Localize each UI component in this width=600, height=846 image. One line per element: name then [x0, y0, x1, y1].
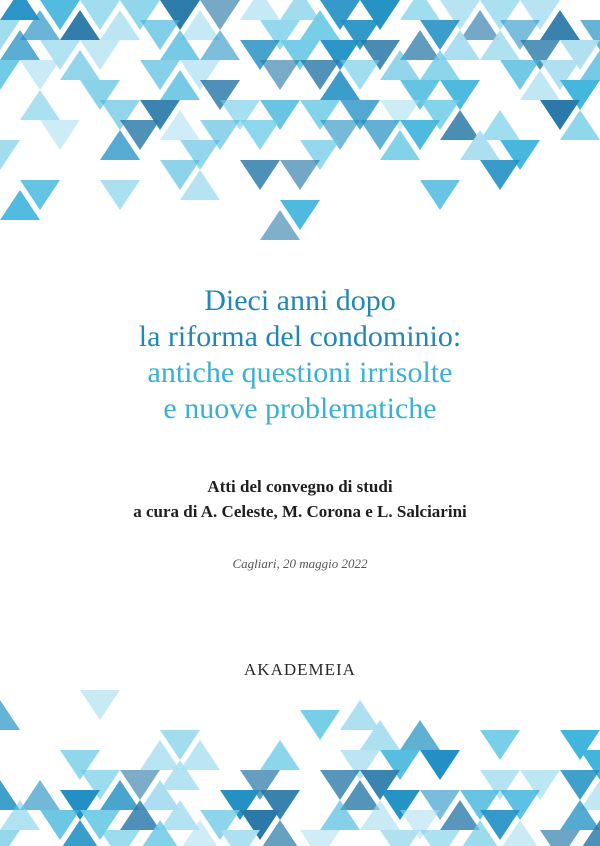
top-triangle-pattern-icon — [0, 0, 600, 250]
info-line-1: Atti del convegno di studi — [207, 477, 393, 496]
event-date: Cagliari, 20 maggio 2022 — [232, 556, 368, 571]
subtitle-line-1: antiche questioni irrisolte — [147, 356, 453, 389]
info-line-2: a cura di A. Celeste, M. Corona e L. Salciarini — [133, 502, 467, 521]
title-line-2: la riforma del condominio: — [138, 320, 462, 353]
title-line-1: Dieci anni dopo — [204, 284, 396, 317]
publisher-logo: AKADEMEIA — [244, 660, 356, 679]
subtitle-line-2: e nuove problematiche — [163, 392, 437, 425]
book-title — [0, 283, 600, 427]
bottom-triangle-pattern-icon — [0, 690, 600, 846]
book-info — [0, 474, 600, 524]
